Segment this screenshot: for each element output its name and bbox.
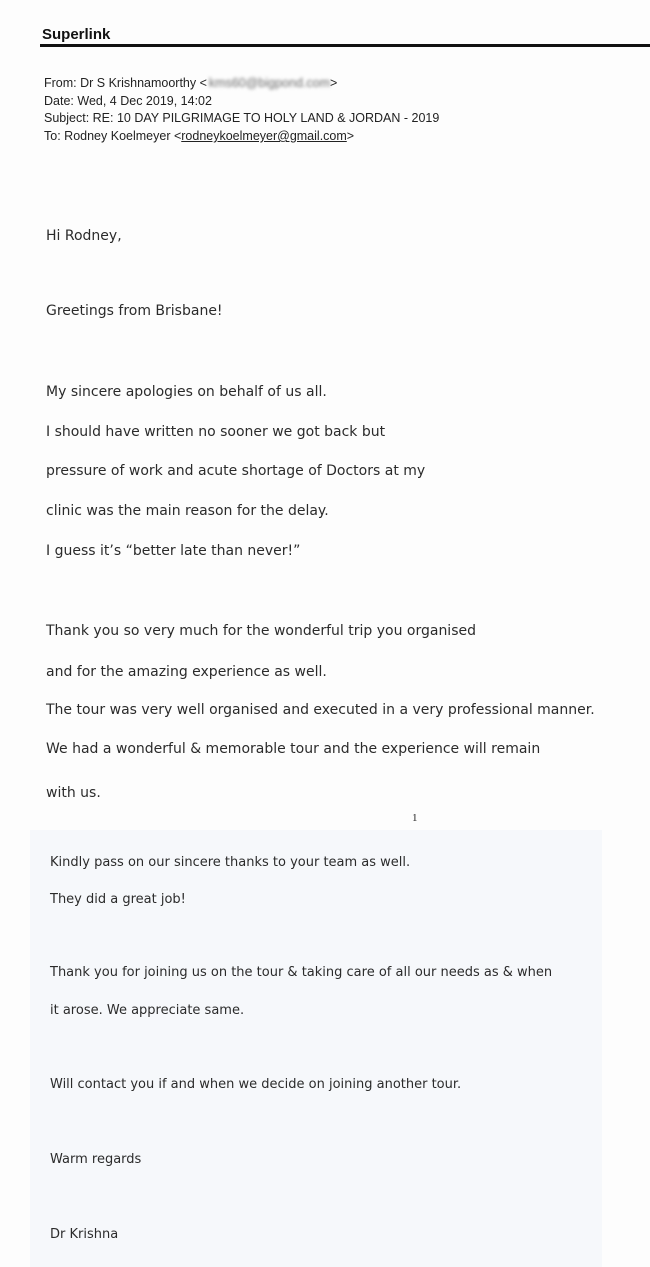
to-label: To: xyxy=(44,129,61,143)
header-divider xyxy=(40,44,650,47)
body-line: Kindly pass on our sincere thanks to your team as well. xyxy=(50,855,411,870)
date-line xyxy=(44,94,212,108)
body-line: They did a great job! xyxy=(50,892,186,907)
from-email-redacted: kms60@bigpond.com xyxy=(208,76,331,90)
subject-line xyxy=(44,111,439,125)
page-number: 1 xyxy=(412,812,418,824)
subject-value: RE: 10 DAY PILGRIMAGE TO HOLY LAND & JORDAN - 2019 xyxy=(92,111,440,125)
subject-label: Subject: xyxy=(44,111,90,125)
from-line xyxy=(44,76,337,90)
signature-name: Dr Krishna xyxy=(50,1227,119,1242)
body-line: Thank you so very much for the wonderful trip you organised xyxy=(46,623,476,639)
body-line: We had a wonderful & memorable tour and the experience will remain xyxy=(46,741,541,757)
body-line: I guess it’s “better late than never!” xyxy=(46,543,301,559)
body-line: clinic was the main reason for the delay. xyxy=(46,503,329,519)
body-line: Greetings from Brisbane! xyxy=(46,303,223,319)
body-line: it arose. We appreciate same. xyxy=(50,1003,245,1018)
from-name: Dr S Krishnamoorthy < xyxy=(80,76,207,90)
date-label: Date: xyxy=(44,94,74,108)
closing-line: Warm regards xyxy=(50,1152,142,1167)
to-email-link[interactable]: rodneykoelmeyer@gmail.com xyxy=(181,129,347,143)
from-label: From: xyxy=(44,76,77,90)
from-close: > xyxy=(330,76,338,90)
body-line: The tour was very well organised and executed in a very professional manner. xyxy=(46,702,595,718)
to-close: > xyxy=(346,129,355,143)
body-line: My sincere apologies on behalf of us all. xyxy=(46,384,327,400)
body-line: and for the amazing experience as well. xyxy=(46,664,327,680)
sender-display-name: Superlink xyxy=(42,26,111,43)
body-line: Hi Rodney, xyxy=(46,228,122,244)
body-line: with us. xyxy=(46,785,101,801)
body-line: I should have written no sooner we got back but xyxy=(46,424,386,440)
body-line: pressure of work and acute shortage of Doctors at my xyxy=(46,463,426,479)
body-line: Will contact you if and when we decide on joining another tour. xyxy=(50,1077,462,1092)
to-line xyxy=(44,129,354,143)
body-line: Thank you for joining us on the tour & taking care of all our needs as & when xyxy=(50,965,553,980)
date-value: Wed, 4 Dec 2019, 14:02 xyxy=(77,94,212,108)
to-name: Rodney Koelmeyer < xyxy=(64,129,182,143)
